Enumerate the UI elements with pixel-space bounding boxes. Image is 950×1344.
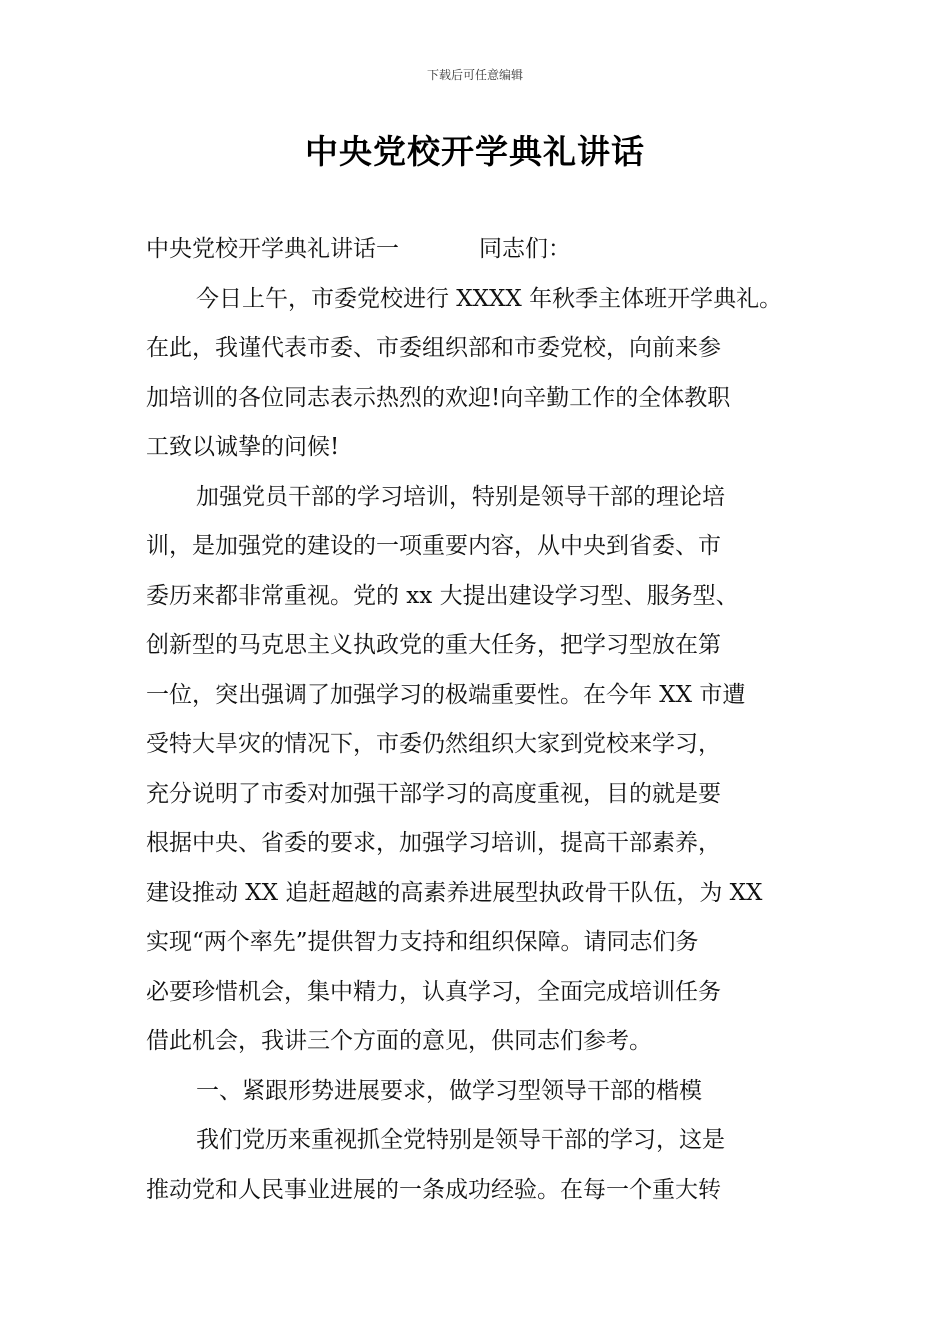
- salutation: 同志们：: [479, 236, 571, 262]
- paragraph-line: 受特大旱灾的情况下，市委仍然组织大家到党校来学习，: [146, 731, 721, 757]
- paragraph-line: 根据中央、省委的要求，加强学习培训，提高干部素养，: [146, 830, 721, 856]
- paragraph-line: 建设推动 XX 追赶超越的高素养进展型执政骨干队伍，为 XX: [146, 879, 763, 906]
- document-title: 中央党校开学典礼讲话: [305, 132, 645, 171]
- intro-line: [146, 225, 846, 275]
- paragraph-line: 充分说明了市委对加强干部学习的高度重视，目的就是要: [146, 780, 721, 807]
- paragraph-line: 加培训的各位同志表示热烈的欢迎!向辛勤工作的全体教职: [146, 384, 731, 411]
- section-heading: 一、紧跟形势进展要求，做学习型领导干部的楷模: [196, 1077, 702, 1104]
- intro-lead: 中央党校开学典礼讲话一: [146, 236, 399, 262]
- download-note: 下载后可任意编辑: [426, 68, 523, 82]
- document-body: [146, 225, 846, 1215]
- paragraph-line: 借此机会，我讲三个方面的意见，供同志们参考。: [146, 1028, 652, 1054]
- paragraph-line: 工致以诚挚的问候!: [146, 434, 340, 460]
- paragraph-line: 创新型的马克思主义执政党的重大任务，把学习型放在第: [146, 632, 721, 658]
- paragraph-line: 委历来都非常重视。党的 xx 大提出建设学习型、服务型、: [146, 582, 739, 609]
- paragraph-line: 今日上午，市委党校进行 XXXX 年秋季主体班开学典礼。: [196, 285, 783, 312]
- paragraph-line: 在此，我谨代表市委、市委组织部和市委党校，向前来参: [146, 335, 721, 361]
- paragraph-line: 加强党员干部的学习培训，特别是领导干部的理论培: [196, 483, 725, 510]
- paragraph-line: 必要珍惜机会，集中精力，认真学习，全面完成培训任务: [146, 978, 721, 1005]
- paragraph-line: 一位，突出强调了加强学习的极端重要性。在今年 XX 市遭: [146, 681, 746, 708]
- paragraph-line: 实现“两个率先”提供智力支持和组织保障。请同志们务: [146, 929, 699, 955]
- paragraph-line: 我们党历来重视抓全党特别是领导干部的学习，这是: [196, 1127, 725, 1153]
- paragraph-line: 训，是加强党的建设的一项重要内容，从中央到省委、市: [146, 533, 721, 559]
- paragraph-line: 推动党和人民事业进展的一条成功经验。在每一个重大转: [146, 1176, 721, 1203]
